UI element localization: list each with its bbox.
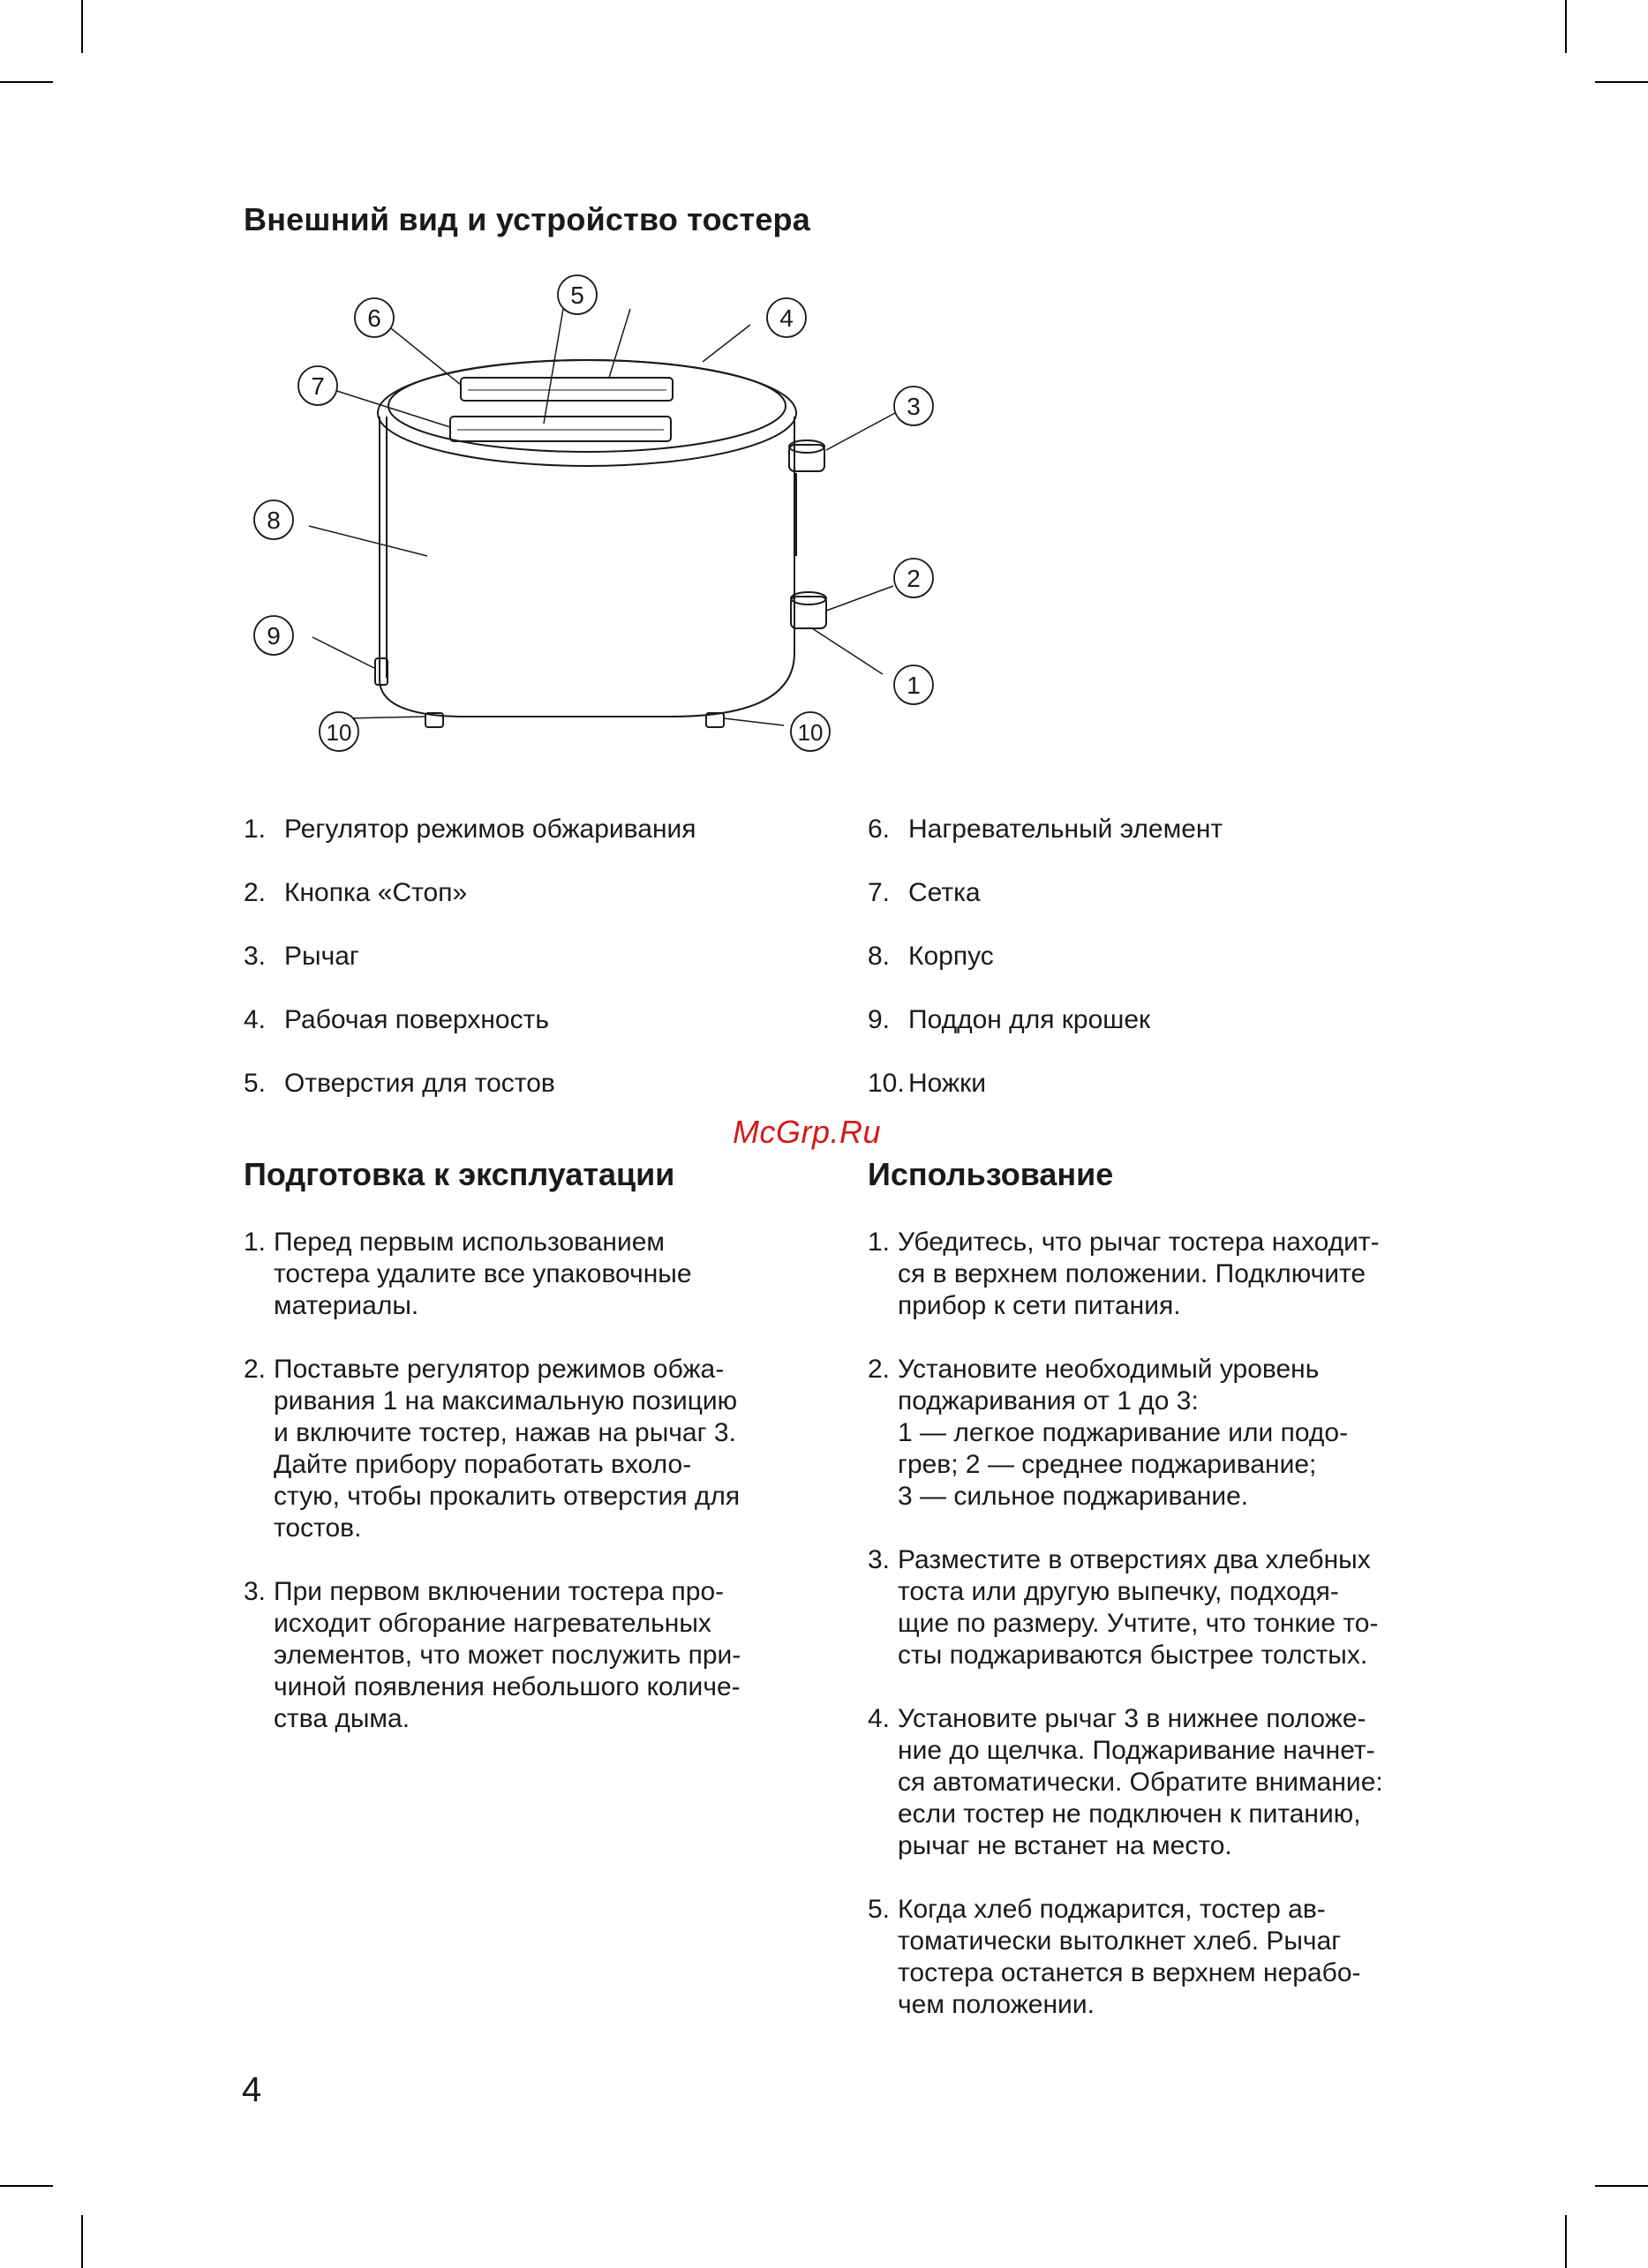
page-title: Внешний вид и устройство тостера — [244, 201, 810, 237]
list-item: 4. Установите рычаг 3 в нижнее положе- ние до щелчка. Поджаривание начнет- ся автоматически. Обратите внимание: если тостер не подключен к питанию, рычаг не встанет на место. — [868, 1704, 1383, 1860]
parts-list-left — [244, 812, 844, 1130]
list-item: 3. Разместите в отверстиях два хлебных тоста или другую выпечку, подходя- щие по размеру. Учтите, что тонкие то- сты поджариваются быстрее толстых. — [868, 1545, 1379, 1670]
list-item: 5. Отверстия для тостов — [244, 1069, 555, 1098]
toaster-diagram — [230, 265, 953, 759]
list-item: 10. Ножки — [868, 1069, 986, 1098]
callout-6: 6 — [367, 304, 381, 332]
toast-slot-back — [461, 378, 673, 401]
preparation-steps — [244, 1227, 826, 1767]
list-item: 6. Нагревательный элемент — [868, 815, 1223, 844]
callout-3: 3 — [907, 393, 921, 420]
list-item: 2. Кнопка «Стоп» — [244, 878, 468, 907]
crumb-tray-shape — [375, 658, 388, 685]
crop-mark — [0, 81, 53, 83]
crop-mark — [0, 2185, 53, 2187]
list-item: 2. Установите необходимый уровень поджаривания от 1 до 3: 1 — легкое поджаривание или подо- грев; 2 — среднее поджаривание; 3 — сильное поджаривание. — [868, 1355, 1349, 1511]
list-item: 1. Регулятор режимов обжаривания — [244, 815, 696, 844]
list-item: 8. Корпус — [868, 942, 994, 971]
crop-mark — [81, 2215, 83, 2268]
crop-mark — [1565, 2215, 1567, 2268]
list-item: 2. Поставьте регулятор режимов обжа- ривания 1 на максимальную позицию и включите тостер, нажав на рычаг 3. Дайте прибору поработать вхоло- стую, чтобы прокалить отверстия для тостов. — [244, 1355, 741, 1543]
usage-steps — [868, 1227, 1450, 2053]
callout-1: 1 — [907, 672, 921, 699]
list-item: 4. Рабочая поверхность — [244, 1005, 549, 1034]
callout-9: 9 — [267, 622, 281, 650]
callout-4: 4 — [779, 304, 794, 332]
toaster-body-outline — [380, 417, 794, 717]
parts-list-right — [868, 812, 1468, 1130]
toaster-top-rim — [378, 360, 796, 466]
crop-mark — [1595, 81, 1648, 83]
list-item: 3. При первом включении тостера про- исходит обгорание нагревательных элементов, что может послужить при- чиной появления небольшого количе- ства дыма. — [244, 1577, 741, 1733]
list-item: 5. Когда хлеб поджарится, тостер ав- томатически вытолкнет хлеб. Рычаг тостера останется в верхнем нерабо- чем положении. — [868, 1895, 1361, 2019]
callout-2: 2 — [907, 565, 921, 592]
list-item: 3. Рычаг — [244, 942, 359, 971]
callout-5: 5 — [570, 282, 584, 309]
section-title-usage: Использование — [868, 1156, 1114, 1192]
callout-8: 8 — [267, 507, 281, 534]
list-item: 1. Убедитесь, что рычаг тостера находит- ся в верхнем положении. Подключите прибор к сети питания. — [868, 1228, 1380, 1320]
watermark-link[interactable]: McGrp.Ru — [733, 1114, 882, 1150]
callout-7: 7 — [311, 372, 325, 400]
page-number: 4 — [242, 2070, 262, 2109]
section-title-preparation: Подготовка к эксплуатации — [244, 1156, 675, 1192]
list-item: 9. Поддон для крошек — [868, 1005, 1151, 1034]
knob-shape — [791, 597, 826, 628]
callout-10-left: 10 — [326, 719, 352, 746]
list-item: 1. Перед первым использованием тостера удалите все упаковочные материалы. — [244, 1228, 692, 1320]
callout-10-right: 10 — [797, 719, 824, 746]
crop-mark — [1595, 2185, 1648, 2187]
crop-mark — [81, 0, 83, 53]
list-item: 7. Сетка — [868, 878, 981, 907]
crop-mark — [1565, 0, 1567, 53]
toast-slot-front — [450, 417, 671, 441]
